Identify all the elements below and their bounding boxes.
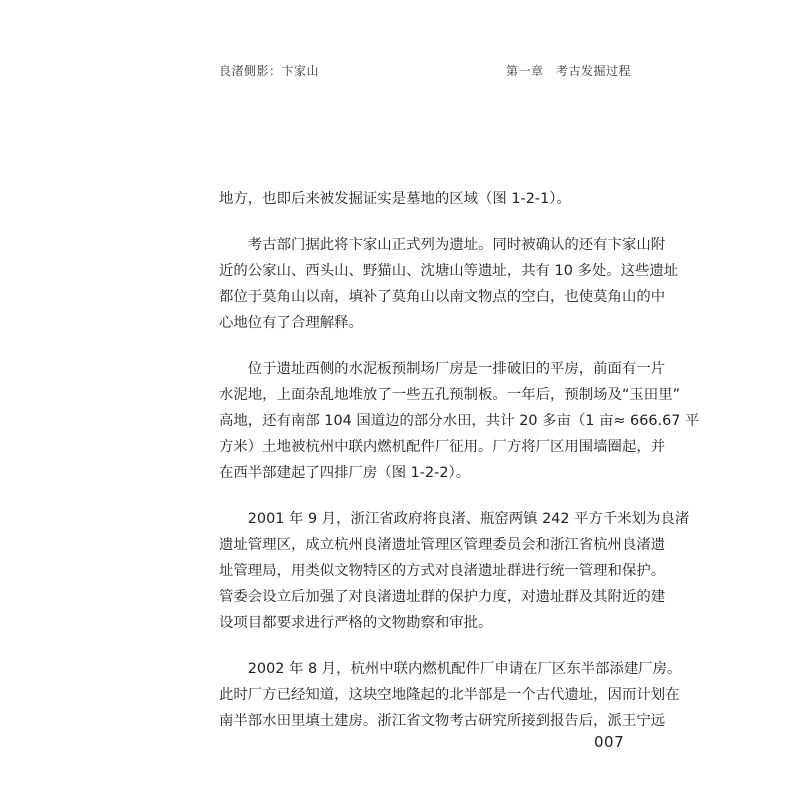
text-line: 遗址管理区，成立杭州良渚遗址管理区管理委员会和浙江省杭州良渚遗 [219, 537, 666, 553]
body-text [219, 186, 700, 734]
text-line: 考古部门据此将卞家山正式列为遗址。同时被确认的还有卞家山附 [219, 237, 666, 253]
paragraph [219, 356, 700, 486]
paragraph [219, 232, 679, 336]
text-line: 2002 年 8 月，杭州中联内燃机配件厂申请在厂区东半部添建厂房。 [219, 661, 682, 677]
text-line: 高地，还有南部 104 国道边的部分水田，共计 20 多亩（1 亩≈ 666.67 平 [219, 413, 700, 429]
text-line: 南半部水田里填土建房。浙江省文物考古研究所接到报告后，派王宁远 [219, 713, 666, 729]
paragraph [219, 656, 682, 734]
text-line: 水泥地，上面杂乱地堆放了一些五孔预制板。一年后，预制场及“玉田里” [219, 387, 681, 403]
paragraph [219, 506, 690, 636]
text-line: 此时厂方已经知道，这块空地隆起的北半部是一个古代遗址，因而计划在 [219, 687, 680, 703]
text-line: 管委会设立后加强了对良渚遗址群的保护力度，对遗址群及其附近的建 [219, 589, 666, 605]
text-line: 心地位有了合理解释。 [219, 315, 363, 331]
text-line: 设项目都要求进行严格的文物勘察和审批。 [219, 615, 493, 631]
text-line: 都位于莫角山以南，填补了莫角山以南文物点的空白，也使莫角山的中 [219, 289, 666, 305]
paragraph [219, 186, 631, 212]
text-line: 近的公家山、西头山、野猫山、沈塘山等遗址，共有 10 多处。这些遗址 [219, 263, 679, 279]
page-number: 007 [594, 733, 625, 751]
text-line: 址管理局，用类似文物特区的方式对良渚遗址群进行统一管理和保护。 [219, 563, 666, 579]
text-line: 2001 年 9 月，浙江省政府将良渚、瓶窑两镇 242 平方千米划为良渚 [219, 511, 690, 527]
text-line: 方米）土地被杭州中联内燃机配件厂征用。厂方将厂区用围墙圈起，并 [219, 439, 666, 455]
text-line: 地方，也即后来被发掘证实是墓地的区域（图 1-2-1）。 [219, 191, 571, 207]
running-head-chapter-title: 第一章 考古发掘过程 [505, 64, 631, 78]
running-head-book-title: 良渚側影：卞家山 [219, 64, 320, 78]
text-line: 在西半部建起了四排厂房（图 1-2-2）。 [219, 465, 471, 481]
text-line: 位于遗址西侧的水泥板预制场厂房是一排破旧的平房，前面有一片 [219, 361, 666, 377]
